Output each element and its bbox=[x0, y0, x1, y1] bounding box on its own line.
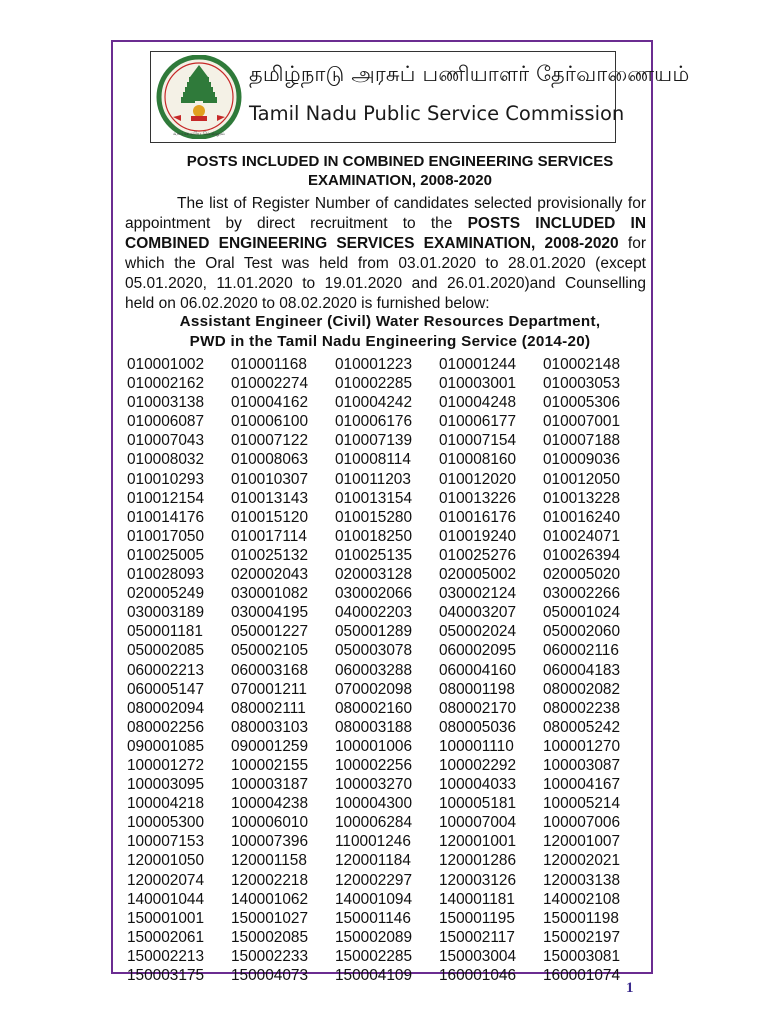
register-number-cell: 010008063 bbox=[231, 451, 309, 469]
table-row bbox=[127, 374, 647, 393]
page-number: 1 bbox=[626, 980, 634, 996]
register-number-table bbox=[127, 355, 647, 985]
register-number-cell: 100001270 bbox=[543, 737, 621, 755]
register-number-cell: 080002111 bbox=[231, 699, 306, 717]
register-number-cell: 100001110 bbox=[439, 737, 514, 755]
table-row bbox=[127, 794, 647, 813]
register-number-cell: 030004195 bbox=[231, 604, 309, 622]
intro-paragraph bbox=[125, 194, 646, 314]
register-number-cell: 100002256 bbox=[335, 756, 413, 774]
register-number-cell: 100003087 bbox=[543, 756, 621, 774]
title-line-1: POSTS INCLUDED IN COMBINED ENGINEERING SERVICES bbox=[186, 153, 614, 170]
register-number-cell: 010014176 bbox=[127, 508, 205, 526]
register-number-cell: 010002162 bbox=[127, 375, 205, 393]
register-number-cell: 010003001 bbox=[439, 375, 517, 393]
register-number-cell: 010024071 bbox=[543, 527, 621, 545]
register-number-cell: 140001094 bbox=[335, 890, 413, 908]
register-number-cell: 150003004 bbox=[439, 947, 517, 965]
register-number-cell: 150003081 bbox=[543, 947, 621, 965]
register-number-cell: 010025135 bbox=[335, 546, 413, 564]
tnpsc-logo-banner bbox=[150, 51, 690, 143]
register-number-cell: 080001198 bbox=[439, 680, 515, 698]
register-number-cell: 100003270 bbox=[335, 776, 413, 794]
register-number-cell: 070002098 bbox=[335, 680, 413, 698]
table-row bbox=[127, 947, 647, 966]
register-number-cell: 110001246 bbox=[335, 833, 411, 851]
register-number-cell: 150002197 bbox=[543, 928, 621, 946]
register-number-cell: 030002066 bbox=[335, 585, 413, 603]
register-number-cell: 120001007 bbox=[543, 833, 621, 851]
register-number-cell: 120002074 bbox=[127, 871, 205, 889]
register-number-cell: 010009036 bbox=[543, 451, 621, 469]
register-number-cell: 160001074 bbox=[543, 967, 621, 984]
table-row bbox=[127, 775, 647, 794]
register-number-cell: 080005036 bbox=[439, 718, 517, 736]
register-number-cell: 010018250 bbox=[335, 527, 413, 545]
register-number-cell: 010019240 bbox=[439, 527, 517, 545]
register-number-cell: 060004160 bbox=[439, 661, 517, 679]
register-number-cell: 010017050 bbox=[127, 527, 205, 545]
register-number-cell: 100005181 bbox=[439, 795, 517, 813]
register-number-cell: 010002148 bbox=[543, 356, 621, 373]
register-number-cell: 150002117 bbox=[439, 928, 515, 946]
register-number-cell: 010007001 bbox=[543, 413, 621, 431]
register-number-cell: 100004218 bbox=[127, 795, 205, 813]
register-number-cell: 010004248 bbox=[439, 394, 517, 412]
register-number-cell: 050002024 bbox=[439, 623, 517, 641]
register-number-cell: 100004300 bbox=[335, 795, 413, 813]
register-number-cell: 060002213 bbox=[127, 661, 205, 679]
register-number-cell: 010007154 bbox=[439, 432, 517, 450]
register-number-cell: 060005147 bbox=[127, 680, 205, 698]
register-number-cell: 100003095 bbox=[127, 776, 205, 794]
register-number-cell: 020002043 bbox=[231, 566, 309, 584]
register-number-cell: 010013228 bbox=[543, 489, 621, 507]
register-number-cell: 010004162 bbox=[231, 394, 309, 412]
register-number-cell: 010007043 bbox=[127, 432, 205, 450]
register-number-cell: 150001195 bbox=[439, 909, 515, 927]
register-number-cell: 010007139 bbox=[335, 432, 413, 450]
register-number-cell: 010001168 bbox=[231, 356, 307, 373]
register-number-cell: 120002297 bbox=[335, 871, 413, 889]
register-number-cell: 010005306 bbox=[543, 394, 621, 412]
register-number-cell: 010025276 bbox=[439, 546, 517, 564]
register-number-cell: 060002116 bbox=[543, 642, 619, 660]
document-title bbox=[140, 152, 660, 190]
register-number-cell: 100002155 bbox=[231, 756, 309, 774]
register-number-cell: 120002021 bbox=[543, 852, 621, 870]
table-row bbox=[127, 699, 647, 718]
register-number-cell: 040002203 bbox=[335, 604, 413, 622]
register-number-cell: 090001259 bbox=[231, 737, 309, 755]
table-row bbox=[127, 584, 647, 603]
register-number-cell: 060004183 bbox=[543, 661, 621, 679]
register-number-cell: 010025132 bbox=[231, 546, 309, 564]
register-number-cell: 010004242 bbox=[335, 394, 413, 412]
register-number-cell: 100003187 bbox=[231, 776, 309, 794]
register-number-cell: 100001006 bbox=[335, 737, 413, 755]
register-number-cell: 010028093 bbox=[127, 566, 205, 584]
register-number-cell: 010007188 bbox=[543, 432, 621, 450]
register-number-cell: 100007396 bbox=[231, 833, 309, 851]
table-row bbox=[127, 527, 647, 546]
register-number-cell: 010025005 bbox=[127, 546, 205, 564]
register-number-cell: 120001158 bbox=[231, 852, 307, 870]
table-row bbox=[127, 909, 647, 928]
register-number-cell: 010001002 bbox=[127, 356, 205, 373]
register-number-cell: 120001184 bbox=[335, 852, 411, 870]
emblem-motto: வாய்மையே வெல்லும் bbox=[173, 131, 225, 137]
register-number-cell: 010007122 bbox=[231, 432, 309, 450]
register-number-cell: 150001027 bbox=[231, 909, 309, 927]
register-number-cell: 010012154 bbox=[127, 489, 205, 507]
register-number-cell: 010001223 bbox=[335, 356, 413, 373]
table-row bbox=[127, 355, 647, 374]
register-number-cell: 020003128 bbox=[335, 566, 413, 584]
register-number-cell: 100007004 bbox=[439, 814, 517, 832]
register-number-cell: 100005300 bbox=[127, 814, 205, 832]
register-number-cell: 090001085 bbox=[127, 737, 205, 755]
register-number-cell: 010015120 bbox=[231, 508, 309, 526]
register-number-cell: 150002213 bbox=[127, 947, 205, 965]
register-number-cell: 050002060 bbox=[543, 623, 621, 641]
table-row bbox=[127, 431, 647, 450]
register-number-cell: 080003188 bbox=[335, 718, 413, 736]
table-row bbox=[127, 718, 647, 737]
register-number-cell: 120003138 bbox=[543, 871, 621, 889]
register-number-cell: 100004238 bbox=[231, 795, 309, 813]
register-number-cell: 030002266 bbox=[543, 585, 621, 603]
register-number-cell: 120001286 bbox=[439, 852, 517, 870]
table-row bbox=[127, 641, 647, 660]
register-number-cell: 010012050 bbox=[543, 470, 621, 488]
register-number-cell: 150001146 bbox=[335, 909, 411, 927]
org-name-english: Tamil Nadu Public Service Commission bbox=[249, 102, 625, 125]
register-number-cell: 150002085 bbox=[231, 928, 309, 946]
register-number-cell: 150004073 bbox=[231, 967, 309, 984]
register-number-cell: 080005242 bbox=[543, 718, 621, 736]
intro-text-2: for which the Oral Test was held from 03.01.2020 to 28.01.2020 (except 05.01.2020, 11.01.2020 to 19.01.2020 and 26.01.2020)and Counselling held on 06.02.2020 to 08.02.2020 is furnished below: bbox=[125, 235, 646, 312]
table-row bbox=[127, 508, 647, 527]
register-number-cell: 120001050 bbox=[127, 852, 205, 870]
table-row bbox=[127, 832, 647, 851]
table-row bbox=[127, 737, 647, 756]
register-number-cell: 080002160 bbox=[335, 699, 413, 717]
register-number-cell: 100006284 bbox=[335, 814, 413, 832]
table-row bbox=[127, 470, 647, 489]
register-number-cell: 120002218 bbox=[231, 871, 309, 889]
table-row bbox=[127, 393, 647, 412]
table-row bbox=[127, 565, 647, 584]
register-number-cell: 060003288 bbox=[335, 661, 413, 679]
register-number-cell: 020005020 bbox=[543, 566, 621, 584]
register-number-cell: 150001001 bbox=[127, 909, 205, 927]
register-number-cell: 010010293 bbox=[127, 470, 205, 488]
register-number-cell: 050001024 bbox=[543, 604, 621, 622]
register-number-cell: 140001044 bbox=[127, 890, 205, 908]
register-number-cell: 010006176 bbox=[335, 413, 413, 431]
register-number-cell: 050003078 bbox=[335, 642, 413, 660]
table-row bbox=[127, 871, 647, 890]
register-number-cell: 100005214 bbox=[543, 795, 621, 813]
register-number-cell: 050001289 bbox=[335, 623, 413, 641]
register-number-cell: 010002285 bbox=[335, 375, 413, 393]
register-number-cell: 050001227 bbox=[231, 623, 309, 641]
register-number-cell: 150002233 bbox=[231, 947, 309, 965]
table-row bbox=[127, 412, 647, 431]
register-number-cell: 120001001 bbox=[439, 833, 517, 851]
register-number-cell: 150003175 bbox=[127, 967, 205, 984]
register-number-cell: 030001082 bbox=[231, 585, 309, 603]
register-number-cell: 150001198 bbox=[543, 909, 619, 927]
register-number-cell: 040003207 bbox=[439, 604, 517, 622]
register-number-cell: 010003138 bbox=[127, 394, 205, 412]
register-number-cell: 010016240 bbox=[543, 508, 621, 526]
register-number-cell: 100004167 bbox=[543, 776, 621, 794]
table-row bbox=[127, 622, 647, 641]
register-number-cell: 100007006 bbox=[543, 814, 621, 832]
table-row bbox=[127, 546, 647, 565]
register-number-cell: 010016176 bbox=[439, 508, 517, 526]
post-heading-line-1: Assistant Engineer (Civil) Water Resources Department, bbox=[179, 313, 601, 330]
register-number-cell: 010001244 bbox=[439, 356, 517, 373]
register-number-cell: 010011203 bbox=[335, 470, 411, 488]
register-number-cell: 010026394 bbox=[543, 546, 621, 564]
register-number-cell: 120003126 bbox=[439, 871, 517, 889]
table-row bbox=[127, 489, 647, 508]
register-number-cell: 080002082 bbox=[543, 680, 621, 698]
table-row bbox=[127, 890, 647, 909]
register-number-cell: 010013226 bbox=[439, 489, 517, 507]
table-row bbox=[127, 756, 647, 775]
register-number-cell: 100007153 bbox=[127, 833, 205, 851]
register-number-cell: 100001272 bbox=[127, 756, 205, 774]
register-number-cell: 140001062 bbox=[231, 890, 309, 908]
register-number-cell: 060003168 bbox=[231, 661, 309, 679]
register-number-cell: 160001046 bbox=[439, 967, 517, 984]
register-number-cell: 080002170 bbox=[439, 699, 517, 717]
title-line-2: EXAMINATION, 2008-2020 bbox=[308, 172, 492, 189]
register-number-cell: 020005002 bbox=[439, 566, 517, 584]
table-row bbox=[127, 928, 647, 947]
register-number-cell: 080002256 bbox=[127, 718, 205, 736]
register-number-cell: 080003103 bbox=[231, 718, 309, 736]
register-number-cell: 150002061 bbox=[127, 928, 205, 946]
post-heading-line-2: PWD in the Tamil Nadu Engineering Service (2014-20) bbox=[189, 333, 591, 350]
post-heading bbox=[140, 312, 640, 352]
register-number-cell: 010010307 bbox=[231, 470, 309, 488]
register-number-cell: 030002124 bbox=[439, 585, 517, 603]
register-number-cell: 080002238 bbox=[543, 699, 621, 717]
register-number-cell: 010008032 bbox=[127, 451, 205, 469]
register-number-cell: 050002085 bbox=[127, 642, 205, 660]
register-number-cell: 140002108 bbox=[543, 890, 621, 908]
table-row bbox=[127, 661, 647, 680]
table-row bbox=[127, 603, 647, 622]
register-number-cell: 010006087 bbox=[127, 413, 205, 431]
register-number-cell: 010006100 bbox=[231, 413, 309, 431]
register-number-cell: 080002094 bbox=[127, 699, 205, 717]
register-number-cell: 010002274 bbox=[231, 375, 309, 393]
table-row bbox=[127, 680, 647, 699]
table-row bbox=[127, 851, 647, 870]
intro-text-1: The list of Register Number of candidates selected provisionally for appointment by direct recruitment to the bbox=[125, 195, 646, 232]
intro-text-bold: POSTS INCLUDED IN COMBINED ENGINEERING SERVICES EXAMINATION, 2008-2020 bbox=[125, 215, 647, 252]
tamil-nadu-emblem-icon bbox=[155, 55, 243, 139]
table-row bbox=[127, 450, 647, 469]
register-number-cell: 140001181 bbox=[439, 890, 515, 908]
register-number-cell: 100006010 bbox=[231, 814, 309, 832]
register-number-cell: 070001211 bbox=[231, 680, 307, 698]
register-number-cell: 150004109 bbox=[335, 967, 413, 984]
table-row bbox=[127, 966, 647, 985]
table-row bbox=[127, 813, 647, 832]
register-number-cell: 050001181 bbox=[127, 623, 203, 641]
org-name-tamil: தமிழ்நாடு அரசுப் பணியாளர் தேர்வாணையம் bbox=[249, 62, 690, 86]
register-number-cell: 030003189 bbox=[127, 604, 205, 622]
register-number-cell: 010003053 bbox=[543, 375, 621, 393]
register-number-cell: 150002089 bbox=[335, 928, 413, 946]
register-number-cell: 010015280 bbox=[335, 508, 413, 526]
register-number-cell: 150002285 bbox=[335, 947, 413, 965]
register-number-cell: 010017114 bbox=[231, 527, 307, 545]
register-number-cell: 010012020 bbox=[439, 470, 517, 488]
register-number-cell: 010006177 bbox=[439, 413, 517, 431]
register-number-cell: 100004033 bbox=[439, 776, 517, 794]
register-number-cell: 010008114 bbox=[335, 451, 411, 469]
register-number-cell: 050002105 bbox=[231, 642, 309, 660]
register-number-cell: 010008160 bbox=[439, 451, 517, 469]
register-number-cell: 010013154 bbox=[335, 489, 413, 507]
register-number-cell: 100002292 bbox=[439, 756, 517, 774]
register-number-cell: 010013143 bbox=[231, 489, 309, 507]
register-number-cell: 060002095 bbox=[439, 642, 517, 660]
register-number-cell: 020005249 bbox=[127, 585, 205, 603]
